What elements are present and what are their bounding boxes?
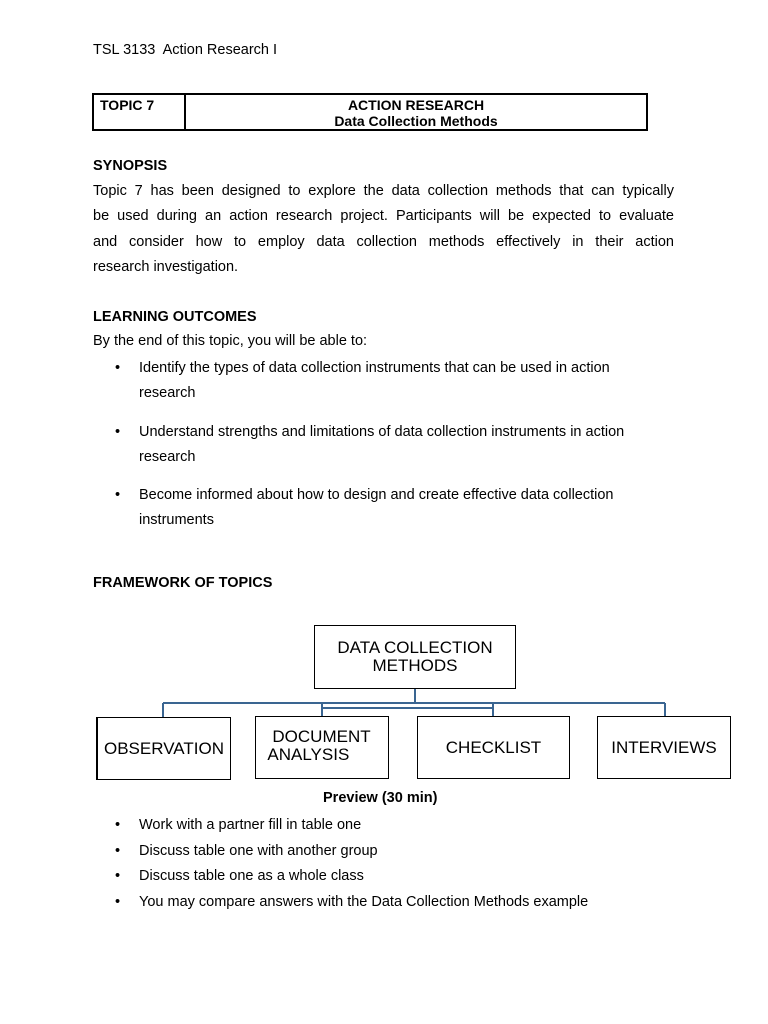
synopsis-heading: SYNOPSIS bbox=[93, 158, 168, 174]
list-item: • Discuss table one as a whole class bbox=[93, 864, 693, 890]
list-item-text: • Understand strengths and limitations of data collection instruments in action bbox=[139, 424, 625, 440]
framework-box-checklist bbox=[417, 716, 570, 779]
list-item-text: • Become informed about how to design and create effective data collection bbox=[139, 487, 614, 503]
synopsis-line: Topic 7 has been designed to explore the data collection methods that can typically bbox=[93, 183, 674, 199]
framework-heading: FRAMEWORK OF TOPICS bbox=[93, 575, 273, 591]
synopsis-line: and consider how to employ data collection methods effectively in their action bbox=[93, 233, 674, 250]
interviews-label: INTERVIEWS bbox=[611, 738, 717, 757]
synopsis-line: be used during an action research project. Participants will be expected to evaluate bbox=[93, 208, 674, 225]
topic-title-line1: ACTION RESEARCH bbox=[347, 97, 485, 113]
root-line1: DATA COLLECTION bbox=[337, 638, 493, 657]
list-item-text: research bbox=[139, 449, 196, 465]
list-item: • Discuss table one with another group bbox=[93, 839, 693, 865]
learning-outcomes-heading: LEARNING OUTCOMES bbox=[93, 309, 257, 325]
observation-label: OBSERVATION bbox=[104, 738, 224, 758]
course-header: TSL 3133 Action Research I bbox=[93, 42, 278, 58]
preview-title: Preview (30 min) bbox=[323, 790, 438, 806]
preview-list bbox=[93, 813, 693, 916]
list-item-text: research bbox=[139, 385, 196, 401]
list-item: • You may compare answers with the Data Collection Methods example bbox=[93, 890, 693, 916]
framework-box-observation bbox=[96, 717, 231, 780]
topic-number: TOPIC 7 bbox=[94, 95, 186, 129]
list-item: • Work with a partner fill in table one bbox=[93, 813, 693, 839]
list-item-text: instruments bbox=[139, 512, 214, 528]
framework-box-document-analysis bbox=[255, 716, 389, 779]
synopsis-line: research investigation. bbox=[93, 258, 239, 275]
list-item-text: • Identify the types of data collection instruments that can be used in action bbox=[139, 360, 610, 376]
learning-outcomes-intro: By the end of this topic, you will be able to: bbox=[93, 333, 368, 349]
root-line2: METHODS bbox=[372, 656, 458, 675]
checklist-label: CHECKLIST bbox=[445, 737, 542, 757]
framework-root-box bbox=[314, 625, 516, 689]
document-label-line1: DOCUMENT bbox=[272, 726, 371, 746]
topic-title-line2: Data Collection Methods bbox=[334, 113, 498, 129]
document-label-line2: ANALYSIS bbox=[267, 744, 350, 764]
framework-box-interviews bbox=[597, 716, 731, 779]
